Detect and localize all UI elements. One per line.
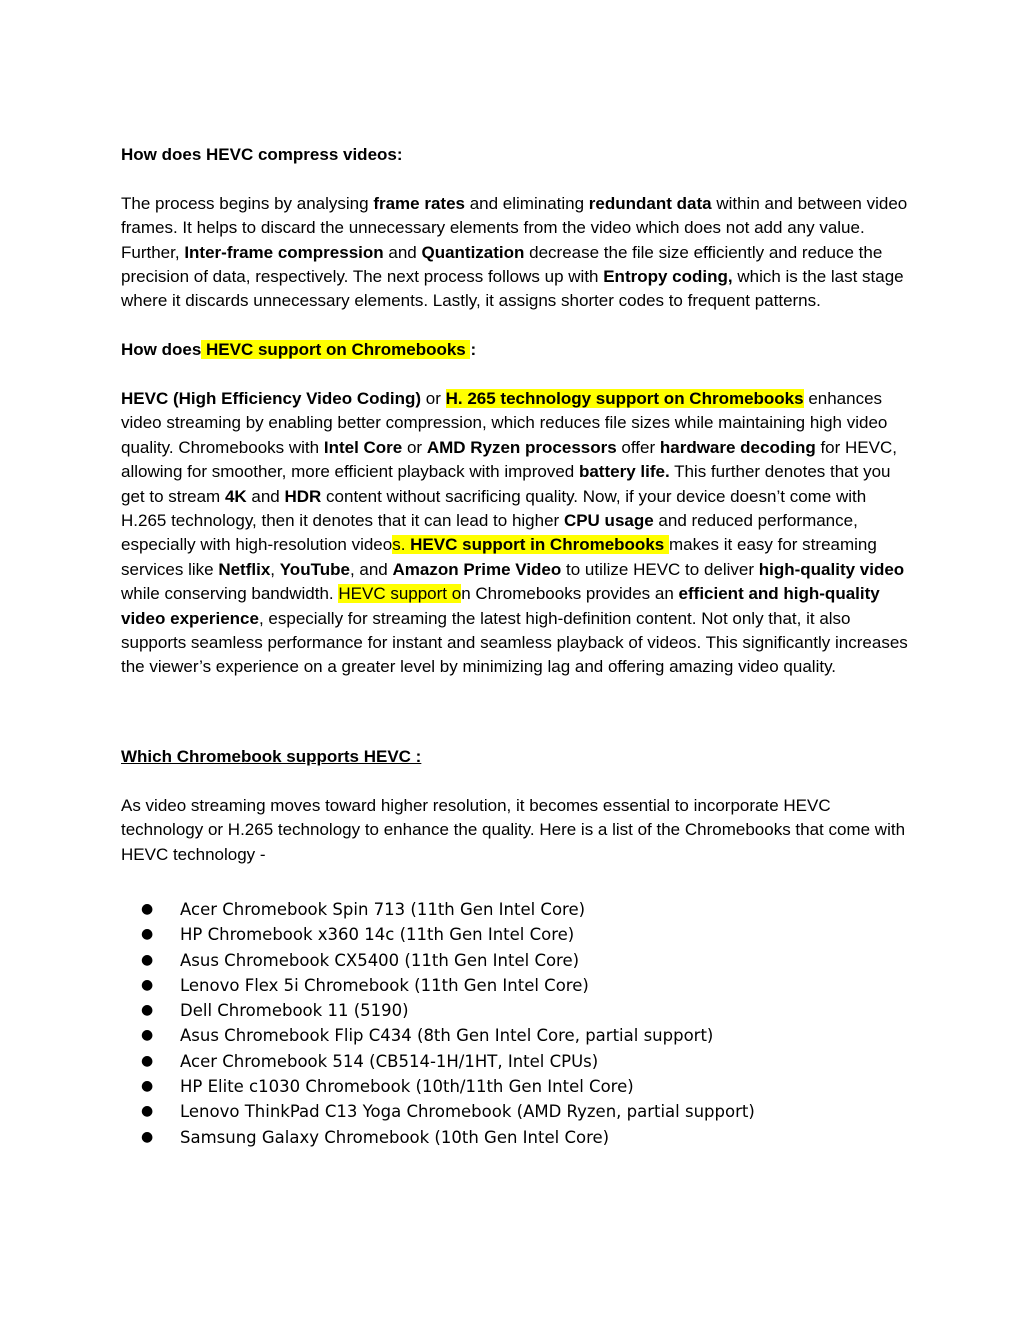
bold-cpu: CPU usage [563, 511, 654, 531]
text-run: or [402, 437, 427, 457]
bold-quantization: Quantization [421, 242, 525, 262]
bold-intel: Intel Core [323, 437, 403, 457]
list-item [121, 1074, 911, 1099]
bullet-icon: ● [141, 1027, 154, 1044]
text-run: n Chromebooks provides an [461, 584, 679, 604]
list-item [121, 922, 911, 947]
list-item-label: Dell Chromebook 11 (5190) [180, 1001, 409, 1021]
list-item-label: Lenovo ThinkPad C13 Yoga Chromebook (AMD Ryzen, partial support) [180, 1102, 755, 1122]
bullet-icon: ● [141, 1052, 154, 1069]
list-item [121, 1049, 911, 1074]
list-item-label: HP Chromebook x360 14c (11th Gen Intel Core) [180, 925, 575, 945]
bold-youtube: YouTube [279, 559, 350, 579]
text-run: content without sacrificing quality. Now, if your device doesn’t come with H.265 technology, then it denotes that it can lead to higher [121, 486, 867, 531]
text-run: , especially for streaming the latest high-definition content. Not only that, it also supports seamless performance for instant and seamless playback of videos. This significantly increases the viewer’s experience on a greater level by minimizing lag and offering amazing video quality. [121, 608, 908, 677]
list-item-label: Asus Chromebook CX5400 (11th Gen Intel Core) [180, 950, 580, 970]
list-item [121, 948, 911, 973]
bold-frame-rates: frame rates [373, 193, 465, 213]
text-run: and [383, 242, 422, 262]
text-run: enhances video streaming by enabling better compression, which reduces file sizes while maintaining high video quality. Chromebooks with [121, 389, 888, 457]
text-run: , and [349, 559, 393, 579]
list-item-label: HP Elite c1030 Chromebook (10th/11th Gen Intel Core) [180, 1076, 634, 1096]
text-run: offer [616, 437, 660, 457]
paragraph-compress [121, 192, 911, 314]
text-run: This further denotes that you get to stream [121, 462, 891, 506]
bold-hw-decoding: hardware decoding [659, 437, 816, 457]
document-body [121, 143, 911, 1150]
bullet-icon: ● [141, 1128, 154, 1145]
bold-hevc-full: HEVC (High Efficiency Video Coding) [121, 389, 422, 409]
highlight-heading: HEVC support on Chromebooks [201, 340, 471, 360]
bold-4k: 4K [224, 486, 247, 506]
bullet-icon: ● [141, 1103, 154, 1120]
text-run: within and between video frames. It helps to discard the unnecessary elements from the video which does not add any value. Further, [121, 193, 908, 262]
spacer [121, 314, 911, 338]
list-item [121, 998, 911, 1023]
text-run: and [246, 486, 285, 506]
heading-which-chromebook: Which Chromebook supports HEVC : [121, 746, 422, 766]
spacer [121, 167, 911, 191]
bold-hdr: HDR [284, 486, 322, 506]
highlight-hevc-support-chromebooks: HEVC support in Chromebooks [410, 535, 665, 555]
bold-amd: AMD Ryzen processors [426, 437, 617, 457]
spacer [121, 769, 911, 793]
text-run: while conserving bandwidth. [121, 584, 339, 604]
bold-battery: battery life. [578, 462, 670, 482]
spacer [121, 363, 911, 387]
list-item-label: Acer Chromebook Spin 713 (11th Gen Intel Core) [180, 899, 586, 919]
bullet-icon: ● [141, 976, 154, 993]
list-item [121, 897, 911, 922]
text-run: and eliminating [464, 193, 589, 213]
text-run: , [270, 559, 280, 579]
paragraph-intro: As video streaming moves toward higher resolution, it becomes essential to incorporate HEVC technology or H.265 technology to enhance the quality. Here is a list of the Chromebooks that come with HEVC technology - [121, 795, 906, 864]
text-run: : [470, 340, 477, 360]
list-item-label: Acer Chromebook 514 (CB514-1H/1HT, Intel CPUs) [180, 1051, 599, 1071]
bullet-icon: ● [141, 900, 154, 917]
text-run: and reduced performance, especially with high-resolution video [121, 511, 858, 555]
heading-compress: How does HEVC compress videos: [121, 145, 403, 164]
text-run: How does [121, 340, 202, 360]
list-item [121, 973, 911, 998]
spacer [121, 867, 911, 897]
bold-redundant-data: redundant data [588, 193, 712, 213]
bullet-icon: ● [141, 1077, 154, 1094]
chromebook-list [121, 897, 911, 1150]
heading-support [121, 338, 911, 362]
bullet-icon: ● [141, 951, 154, 968]
list-item [121, 1125, 911, 1150]
highlight-hevc-support: HEVC support o [338, 584, 462, 604]
bold-hq-video: high-quality video [758, 559, 905, 579]
highlight-s: s. [392, 535, 411, 555]
paragraph-support [121, 387, 911, 680]
list-item-label: Asus Chromebook Flip C434 (8th Gen Intel Core, partial support) [180, 1026, 714, 1046]
list-item-label: Samsung Galaxy Chromebook (10th Gen Intel Core) [180, 1127, 610, 1147]
bullet-icon: ● [141, 1002, 154, 1019]
bold-efficient: efficient and high-quality video experience [121, 584, 880, 628]
list-item [121, 1023, 911, 1048]
highlight-h265: H. 265 technology support on Chromebooks [445, 389, 804, 409]
bullet-icon: ● [141, 926, 154, 943]
bold-amazon: Amazon Prime Video [392, 559, 562, 579]
text-run: makes it easy for streaming services like [121, 535, 877, 579]
spacer [121, 680, 911, 745]
text-run: to utilize HEVC to deliver [561, 559, 759, 579]
bold-netflix: Netflix [218, 559, 271, 579]
text-run: for HEVC, allowing for smoother, more efficient playback with improved [121, 437, 897, 482]
bold-interframe: Inter-frame compression [184, 242, 384, 262]
list-item [121, 1099, 911, 1124]
text-run: or [421, 389, 446, 409]
text-run: which is the last stage where it discards unnecessary elements. Lastly, it assigns shorter codes to frequent patterns. [121, 267, 904, 311]
text-run: The process begins by analysing [121, 193, 374, 213]
bold-entropy: Entropy coding, [603, 267, 733, 287]
list-item-label: Lenovo Flex 5i Chromebook (11th Gen Intel Core) [180, 975, 589, 995]
text-run: decrease the file size efficiently and reduce the precision of data, respectively. The next process follows up with [121, 242, 883, 287]
